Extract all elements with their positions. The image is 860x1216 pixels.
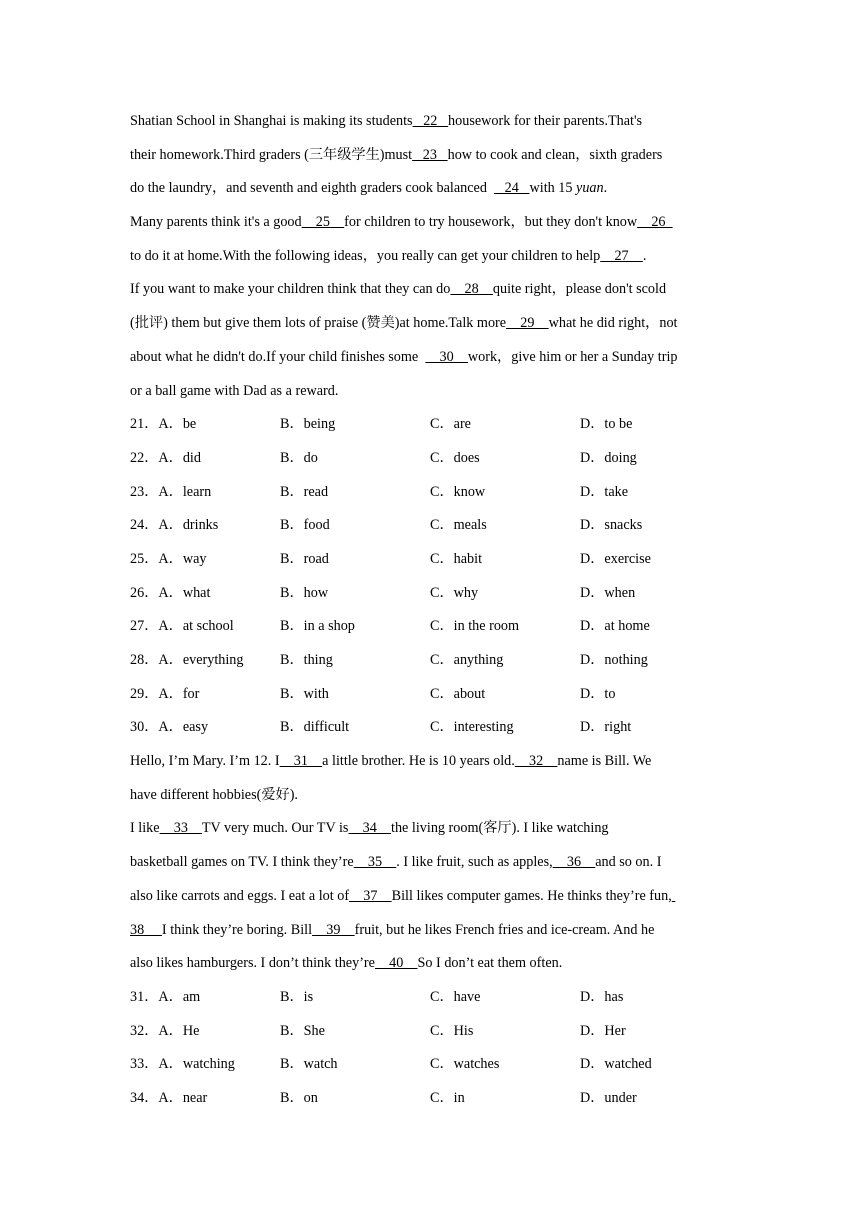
question-28 xyxy=(130,644,740,678)
question-26 xyxy=(130,577,740,611)
blank-30: 30 xyxy=(425,348,468,365)
blank-35: 35 xyxy=(353,854,397,871)
question-34 xyxy=(130,1082,740,1116)
blank-37: 37 xyxy=(349,887,392,904)
option-a[interactable]: 27．A．at school xyxy=(130,618,234,635)
option-c[interactable]: C．in xyxy=(430,1089,465,1106)
blank-32: 32 xyxy=(514,753,558,770)
option-c[interactable]: C．meals xyxy=(430,517,487,534)
option-c[interactable]: C．habit xyxy=(430,550,483,567)
blank-23: 23 xyxy=(412,146,448,163)
option-a[interactable]: 33．A．watching xyxy=(130,1056,235,1073)
passage-1 xyxy=(130,105,740,408)
passage-line: Hello, I’m Mary. I’m 12. I 31 a little brother. He is 10 years old. 32 name is Bill. We xyxy=(130,753,652,770)
passage-line: also like carrots and eggs. I eat a lot of 37 Bill likes computer games. He thinks they’re fun, xyxy=(130,880,740,914)
option-a[interactable]: 24．A．drinks xyxy=(130,517,219,534)
passage-line: 38 I think they’re boring. Bill 39 fruit, but he likes French fries and ice-cream. And he xyxy=(130,921,655,938)
passage-2 xyxy=(130,745,740,981)
option-a[interactable]: 32．A．He xyxy=(130,1022,200,1039)
blank-39: 39 xyxy=(312,921,355,938)
option-a[interactable]: 28．A．everything xyxy=(130,652,244,668)
option-c[interactable]: C．does xyxy=(430,449,480,466)
passage-line: do the laundry，and seventh and eighth graders cook balanced 24 with 15 yuan. xyxy=(130,180,608,197)
option-b[interactable]: B．road xyxy=(280,550,329,567)
question-32 xyxy=(130,1015,740,1049)
option-d[interactable]: D．when xyxy=(580,584,636,601)
option-b[interactable]: B．on xyxy=(280,1089,318,1106)
option-b[interactable]: B．She xyxy=(280,1022,325,1039)
option-b[interactable]: B．difficult xyxy=(280,719,350,736)
option-b[interactable]: B．with xyxy=(280,685,329,702)
option-a[interactable]: 31．A．am xyxy=(130,988,201,1005)
question-list-1 xyxy=(130,408,740,745)
blank-29: 29 xyxy=(506,315,549,332)
blank-26: 26 xyxy=(637,214,673,231)
blank-38-start xyxy=(672,888,676,904)
option-d[interactable]: D．take xyxy=(580,483,629,500)
option-a[interactable]: 29．A．for xyxy=(130,685,200,702)
option-a[interactable]: 25．A．way xyxy=(130,550,207,567)
option-b[interactable]: B．being xyxy=(280,416,336,433)
option-b[interactable]: B．watch xyxy=(280,1056,338,1073)
option-d[interactable]: D．exercise xyxy=(580,550,651,567)
passage-line: basketball games on TV. I think they’re 35 . I like fruit, such as apples, 36 and so on. I xyxy=(130,854,662,871)
option-c[interactable]: C．interesting xyxy=(430,719,514,736)
option-d[interactable]: D．under xyxy=(580,1089,637,1106)
option-d[interactable]: D．to xyxy=(580,685,616,702)
option-c[interactable]: C．in the room xyxy=(430,618,520,635)
option-a[interactable]: 22．A．did xyxy=(130,449,201,466)
question-33 xyxy=(130,1048,740,1082)
option-c[interactable]: C．why xyxy=(430,584,479,601)
option-d[interactable]: D．at home xyxy=(580,618,650,635)
blank-40: 40 xyxy=(374,955,418,972)
passage-line: I like 33 TV very much. Our TV is 34 the living room(客厅). I like watching xyxy=(130,820,609,837)
option-b[interactable]: B．thing xyxy=(280,652,333,668)
option-d[interactable]: D．Her xyxy=(580,1022,626,1039)
option-c[interactable]: C．know xyxy=(430,483,486,500)
option-b[interactable]: B．read xyxy=(280,483,329,500)
passage-line: to do it at home.With the following ideas，you really can get your children to help 27 . xyxy=(130,247,647,264)
option-d[interactable]: D．watched xyxy=(580,1056,652,1073)
option-d[interactable]: D．snacks xyxy=(580,517,643,534)
blank-33: 33 xyxy=(159,820,202,837)
question-24 xyxy=(130,509,740,543)
option-a[interactable]: 21．A．be xyxy=(130,416,197,433)
option-a[interactable]: 30．A．easy xyxy=(130,719,209,736)
question-23 xyxy=(130,476,740,510)
option-b[interactable]: B．is xyxy=(280,988,314,1005)
passage-line: Shatian School in Shanghai is making its students 22 housework for their parents.That's xyxy=(130,113,643,129)
option-b[interactable]: B．food xyxy=(280,517,330,534)
question-list-2 xyxy=(130,981,740,1116)
blank-36: 36 xyxy=(552,854,596,871)
option-a[interactable]: 23．A．learn xyxy=(130,483,212,500)
option-a[interactable]: 26．A．what xyxy=(130,584,211,601)
question-30 xyxy=(130,711,740,745)
option-c[interactable]: C．have xyxy=(430,988,481,1005)
option-c[interactable]: C．are xyxy=(430,416,471,433)
option-b[interactable]: B．how xyxy=(280,584,329,601)
blank-34: 34 xyxy=(348,820,392,837)
passage-line: If you want to make your children think that they can do 28 quite right，please don't scold xyxy=(130,281,667,298)
blank-38: 38 xyxy=(130,921,162,938)
option-b[interactable]: B．in a shop xyxy=(280,618,355,635)
option-d[interactable]: D．right xyxy=(580,719,632,736)
document-content xyxy=(130,105,740,1116)
passage-line: have different hobbies(爱好). xyxy=(130,786,298,803)
blank-27: 27 xyxy=(600,247,643,264)
blank-25: 25 xyxy=(301,214,345,231)
blank-24: 24 xyxy=(494,180,530,197)
passage-line: also likes hamburgers. I don’t think they’re 40 So I don’t eat them often. xyxy=(130,955,563,972)
option-d[interactable]: D．nothing xyxy=(580,652,648,668)
blank-31: 31 xyxy=(279,753,323,770)
option-c[interactable]: C．about xyxy=(430,685,486,702)
passage-line: Many parents think it's a good 25 for children to try housework，but they don't know 26 xyxy=(130,214,673,231)
option-c[interactable]: C．His xyxy=(430,1022,474,1039)
blank-22: 22 xyxy=(412,113,449,129)
option-d[interactable]: D．has xyxy=(580,988,624,1005)
option-a[interactable]: 34．A．near xyxy=(130,1089,208,1106)
blank-28: 28 xyxy=(450,281,493,298)
option-c[interactable]: C．anything xyxy=(430,652,504,668)
question-27 xyxy=(130,610,740,644)
italic-yuan: yuan xyxy=(576,180,604,197)
passage-line: (批评) them but give them lots of praise (赞美)at home.Talk more 29 what he did right，not xyxy=(130,315,678,332)
question-31 xyxy=(130,981,740,1015)
option-d[interactable]: D．to be xyxy=(580,416,633,433)
passage-line: about what he didn't do.If your child finishes some 30 work，give him or her a Sunday trip xyxy=(130,348,678,365)
question-21 xyxy=(130,408,740,442)
option-d[interactable]: D．doing xyxy=(580,449,637,466)
option-c[interactable]: C．watches xyxy=(430,1056,500,1073)
question-25 xyxy=(130,543,740,577)
passage-line: their homework.Third graders (三年级学生)must 23 how to cook and clean，sixth graders xyxy=(130,146,663,163)
passage-line: or a ball game with Dad as a reward. xyxy=(130,382,339,399)
question-22 xyxy=(130,442,740,476)
option-b[interactable]: B．do xyxy=(280,449,318,466)
question-29 xyxy=(130,678,740,712)
